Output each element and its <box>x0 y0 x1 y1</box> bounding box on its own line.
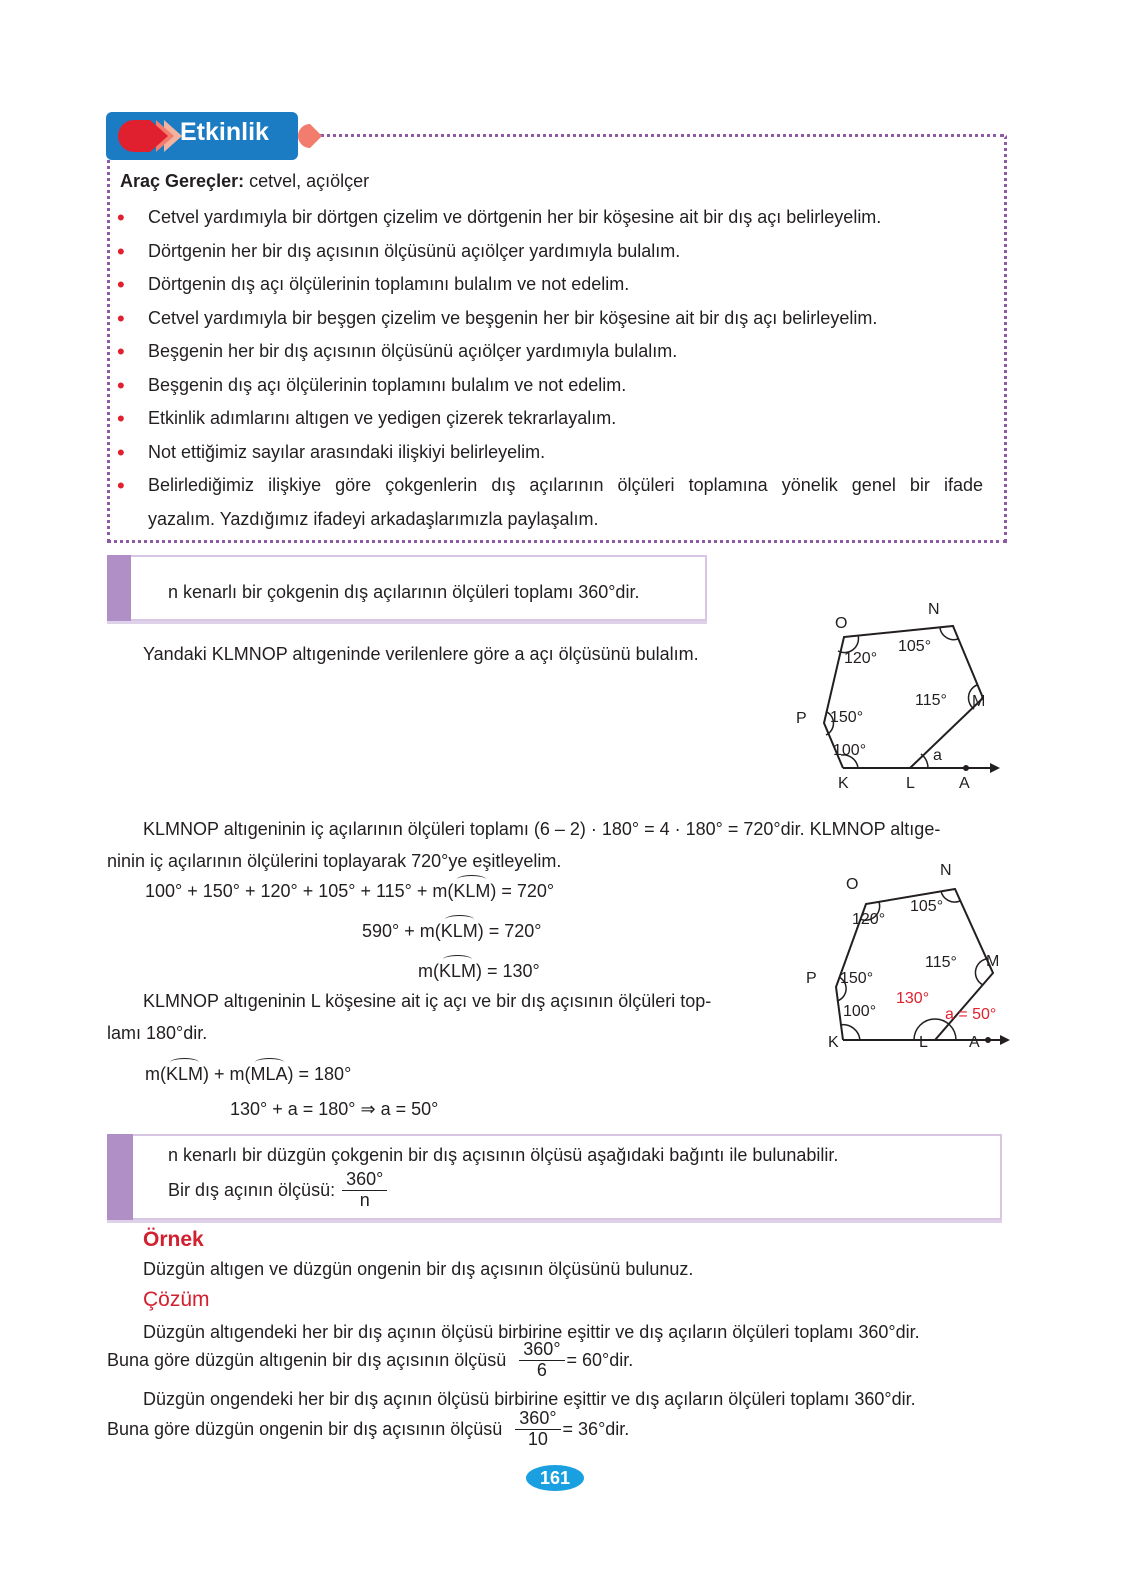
p1-fraction <box>519 1340 564 1381</box>
activity-step: • Beşgenin dış açı ölçülerinin toplamını bulalım ve not edelim. <box>117 369 983 403</box>
tools-label: Araç Gereçler: <box>120 171 245 191</box>
activity-step: • Belirlediğimiz ilişkiye göre çokgenlerin dış açılarının ölçüleri toplamına yönelik genel bir ifade <box>117 469 983 503</box>
activity-step: • Dörtgenin her bir dış açısının ölçüsünü açıölçer yardımıyla bulalım. <box>117 235 983 269</box>
formula-fraction <box>342 1170 387 1211</box>
activity-step: • Not ettiğimiz sayılar arasındaki ilişkiyi belirleyelim. <box>117 436 983 470</box>
angle-P: 150° <box>830 709 864 726</box>
vertex-L: L <box>919 1034 928 1051</box>
solution-line-1: KLMNOP altıgeninin iç açılarının ölçüleri toplamı (6 – 2) · 180° = 4 · 180° = 720°dir. KLMNOP altıge- <box>143 819 941 839</box>
eq3-left: m( <box>418 961 439 981</box>
angle-N: 105° <box>910 898 944 915</box>
vertex-K: K <box>838 775 849 792</box>
vertex-K: K <box>828 1034 839 1051</box>
eq4-c: ) = 180° <box>287 1064 352 1084</box>
angle-N: 105° <box>898 638 932 655</box>
example-heading: Örnek <box>143 1228 204 1251</box>
example-p1-line2 <box>107 1340 633 1381</box>
activity-steps <box>117 201 983 536</box>
solution-heading: Çözüm <box>143 1288 210 1311</box>
eq2-arc: KLM <box>440 921 478 941</box>
vertex-O: O <box>835 615 848 632</box>
formula-denominator: n <box>359 1189 370 1210</box>
equation-1 <box>145 881 554 902</box>
p2-numerator: 360° <box>515 1409 560 1430</box>
p1-text: Buna göre düzgün altıgenin bir dış açısının ölçüsü <box>107 1349 507 1370</box>
p1-numerator: 360° <box>519 1340 564 1361</box>
eq4-b: ) + m( <box>203 1064 251 1084</box>
vertex-N: N <box>940 862 952 879</box>
example-question: Düzgün altıgen ve düzgün ongenin bir dış açısının ölçüsünü bulunuz. <box>143 1259 694 1279</box>
angle-O: 120° <box>844 650 878 667</box>
solution-line-3: KLMNOP altıgeninin L köşesine ait iç açı ve bir dış açısının ölçüleri top- <box>143 991 712 1011</box>
angle-a: a = 50° <box>945 1006 997 1023</box>
angle-P: 150° <box>840 970 874 987</box>
p2-fraction <box>515 1409 560 1450</box>
angle-K: 100° <box>843 1003 877 1020</box>
eq2-left: 590° + m( <box>362 921 441 941</box>
angle-a: a <box>933 747 942 764</box>
p2-denominator: 10 <box>527 1428 548 1449</box>
activity-title: Etkinlik <box>180 118 269 146</box>
vertex-L: L <box>906 775 915 792</box>
angle-M: 115° <box>925 954 957 971</box>
activity-step: • Etkinlik adımlarını altıgen ve yedigen çizerek tekrarlayalım. <box>117 402 983 436</box>
page-number: 161 <box>526 1465 584 1491</box>
equation-5: 130° + a = 180° ⇒ a = 50° <box>230 1099 439 1119</box>
equation-2 <box>362 921 542 942</box>
problem-text: Yandaki KLMNOP altıgeninde verilenlere göre a açı ölçüsünü bulalım. <box>143 644 699 664</box>
example-p2-line1: Düzgün ongendeki her bir dış açının ölçüsü birbirine eşittir ve dış açıların ölçüleri toplamı 360°dir. <box>143 1389 916 1409</box>
eq4-a: m( <box>145 1064 166 1084</box>
eq3-right: ) = 130° <box>476 961 540 981</box>
equation-4 <box>145 1064 351 1085</box>
hexagon-figure-1 <box>790 595 1000 795</box>
tools-value: cetvel, açıölçer <box>244 171 370 191</box>
hexagon-figure-2 <box>800 855 1010 1055</box>
activity-step: • Cetvel yardımıyla bir beşgen çizelim ve beşgenin her bir köşesine ait bir dış açı belirleyelim. <box>117 302 983 336</box>
angle-L: 130° <box>896 990 930 1007</box>
angle-K: 100° <box>833 742 867 759</box>
eq2-right: ) = 720° <box>477 921 542 941</box>
activity-step: • Beşgenin her bir dış açısının ölçüsünü açıölçer yardımıyla bulalım. <box>117 335 983 369</box>
example-p1-line1: Düzgün altıgendeki her bir dış açının ölçüsü birbirine eşittir ve dış açıların ölçüleri toplamı 360°dir. <box>143 1322 920 1342</box>
eq1-arc: KLM <box>453 881 491 901</box>
rule-box-bar <box>107 555 131 621</box>
vertex-P: P <box>796 710 807 727</box>
vertex-A: A <box>959 775 970 792</box>
rule-text: n kenarlı bir çokgenin dış açılarının ölçüleri toplamı 360°dir. <box>168 582 640 602</box>
vertex-M: M <box>986 953 1000 970</box>
eq4-arc1: KLM <box>166 1064 204 1084</box>
p1-denominator: 6 <box>536 1359 547 1380</box>
p2-text: Buna göre düzgün ongenin bir dış açısının ölçüsü <box>107 1418 503 1439</box>
eq1-left: 100° + 150° + 120° + 105° + 115° + m( <box>145 881 454 901</box>
formula-line <box>168 1170 389 1211</box>
p2-result: = 36°dir. <box>562 1418 630 1439</box>
vertex-A: A <box>969 1034 980 1051</box>
formula-text: n kenarlı bir düzgün çokgenin bir dış açısının ölçüsü aşağıdaki bağıntı ile bulunabilir. <box>168 1145 839 1165</box>
vertex-M: M <box>972 693 986 710</box>
eq4-arc2: MLA <box>250 1064 288 1084</box>
activity-step-continuation: yazalım. Yazdığımız ifadeyi arkadaşlarımızla paylaşalım. <box>148 508 599 529</box>
p1-result: = 60°dir. <box>566 1349 634 1370</box>
formula-label: Bir dış açının ölçüsü: <box>168 1179 336 1200</box>
activity-step: • Cetvel yardımıyla bir dörtgen çizelim ve dörtgenin her bir köşesine ait bir dış açı belirleyelim. <box>117 201 983 235</box>
vertex-P: P <box>806 970 817 987</box>
equation-3 <box>418 961 540 982</box>
eq3-arc: KLM <box>439 961 477 981</box>
eq1-right: ) = 720° <box>490 881 555 901</box>
angle-M: 115° <box>915 692 947 709</box>
solution-line-2: ninin iç açılarının ölçülerini toplayarak 720°ye eşitleyelim. <box>107 851 562 871</box>
vertex-O: O <box>846 876 859 893</box>
tools-line <box>120 171 369 192</box>
example-p2-line2 <box>107 1409 629 1450</box>
angle-O: 120° <box>852 911 886 928</box>
vertex-N: N <box>928 601 940 618</box>
formula-numerator: 360° <box>342 1170 387 1191</box>
activity-step: • Dörtgenin dış açı ölçülerinin toplamını bulalım ve not edelim. <box>117 268 983 302</box>
formula-box-bar <box>107 1134 133 1220</box>
solution-line-4: lamı 180°dir. <box>107 1023 208 1043</box>
